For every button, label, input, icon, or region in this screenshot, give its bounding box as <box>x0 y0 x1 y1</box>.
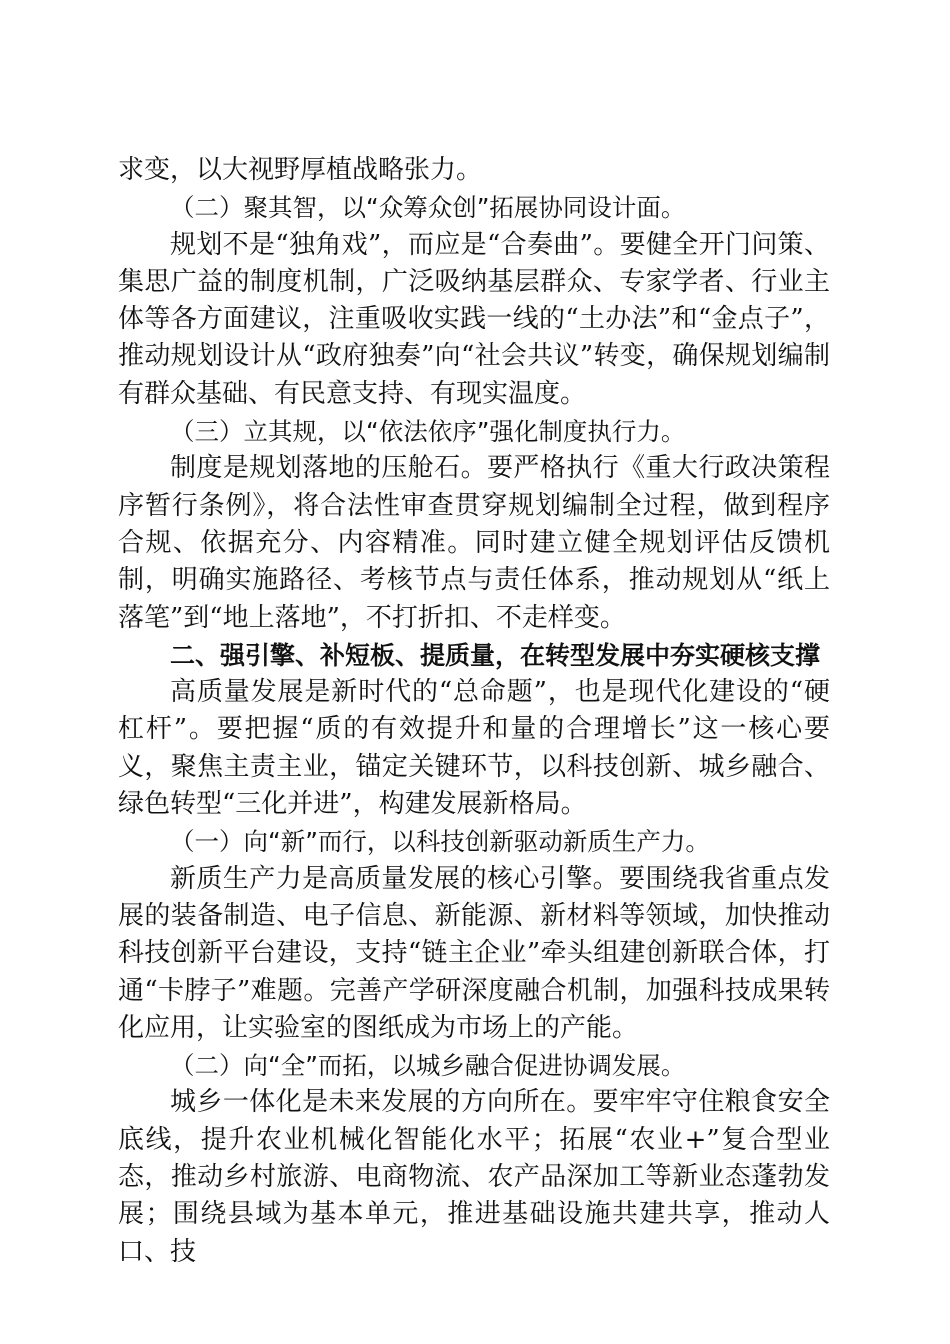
paragraph-rule-of-law: 制度是规划落地的压舱石。要严格执行《重大行政决策程序暂行条例》，将合法性审查贯穿规划编制全过程，做到程序合规、依据充分、内容精准。同时建立健全规划评估反馈机制，明确实施路径、考核节点与责任体系，推动规划从“纸上落笔”到“地上落地”，不打折扣、不走样变。 <box>118 453 830 633</box>
subheading-innovation: （一）向“新”而行，以科技创新驱动新质生产力。 <box>170 827 710 857</box>
paragraph-innovation: 新质生产力是高质量发展的核心引擎。要围绕我省重点发展的装备制造、电子信息、新能源、新材料等领域，加快推动科技创新平台建设，支持“链主企业”牵头组建创新联合体，打通“卡脖子”难题。完善产学研深度融合机制，加强科技成果转化应用，让实验室的图纸成为市场上的产能。 <box>118 863 830 1043</box>
subheading-rule-of-law: （三）立其规，以“依法依序”强化制度执行力。 <box>170 417 686 447</box>
paragraph-urban-rural: 城乡一体化是未来发展的方向所在。要牢牢守住粮食安全底线，提升农业机械化智能化水平；拓展“农业+”复合型业态，推动乡村旅游、电商物流、农产品深加工等新业态蓬勃发展；围绕县域为基本单元，推进基础设施共建共享，推动人口、技 <box>118 1087 830 1267</box>
subheading-collaborative-design: （二）聚其智，以“众筹众创”拓展协同设计面。 <box>170 193 686 223</box>
paragraph-continuation: 求变，以大视野厚植战略张力。 <box>118 155 483 185</box>
section-heading-2: 二、强引擎、补短板、提质量，在转型发展中夯实硬核支撑 <box>170 640 821 670</box>
paragraph-section-2-intro: 高质量发展是新时代的“总命题”，也是现代化建设的“硬杠杆”。要把握“质的有效提升和量的合理增长”这一核心要义，聚焦主责主业，锚定关键环节，以科技创新、城乡融合、绿色转型“三化并进”，构建发展新格局。 <box>118 677 830 820</box>
paragraph-collaborative-design: 规划不是“独角戏”，而应是“合奏曲”。要健全开门问策、集思广益的制度机制，广泛吸纳基层群众、专家学者、行业主体等各方面建议，注重吸收实践一线的“土办法”和“金点子”，推动规划设计从“政府独奏”向“社会共议”转变，确保规划编制有群众基础、有民意支持、有现实温度。 <box>118 229 830 409</box>
document-body <box>118 152 830 1271</box>
subheading-urban-rural: （二）向“全”而拓，以城乡融合促进协调发展。 <box>170 1051 686 1081</box>
